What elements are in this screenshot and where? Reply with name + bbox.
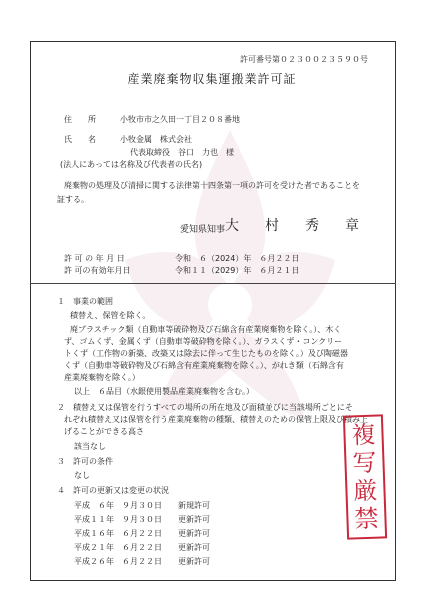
address-label: 住 所	[64, 115, 96, 124]
history-status: 更新許可	[178, 515, 210, 524]
waste-line: 廃プラスチック類（自動車等破砕物及び石綿含有産業廃棄物を除く。）、木く	[70, 325, 342, 334]
history-status: 更新許可	[178, 557, 210, 566]
issuer-name: 大 村 秀 章	[225, 218, 365, 234]
company-name: 小牧金属 株式会社	[120, 135, 192, 144]
waste-line: くず（自動車等破砕物及び石綿含有産業廃棄物を除く。）、がれき類（石綿含有	[64, 361, 344, 370]
representative-name: 代表取締役 谷口 力也 様	[130, 148, 234, 157]
statement-line: 証する。	[57, 195, 89, 204]
history-status: 更新許可	[178, 529, 210, 538]
history-status: 更新許可	[178, 543, 210, 552]
scope-line: 積替え、保管を除く。	[70, 311, 151, 320]
statement-line: 廃棄物の処理及び清掃に関する法律第十四条第一項の許可を受けた者であることを	[64, 181, 360, 190]
stamp-char: 厳	[353, 476, 378, 506]
conditions-value: なし	[74, 471, 90, 480]
history-status: 新規許可	[178, 501, 210, 510]
history-date: 平成１１年 ９月３０日	[74, 515, 162, 524]
expiry-date-value: 令和１１（2029）年 ６月２１日	[175, 266, 300, 275]
name-label: 氏 名	[64, 135, 96, 144]
address-value: 小牧市市之久田一丁目２０８番地	[120, 115, 240, 124]
waste-line: 産業廃棄物を除く。）	[64, 373, 140, 382]
permit-date-value: 令和 ６（2024）年 ６月２２日	[175, 254, 300, 263]
document-title: 産業廃棄物収集運搬業許可証	[127, 72, 297, 86]
section-divider	[30, 283, 396, 284]
issuer-title: 愛知県知事	[180, 225, 226, 235]
expiry-date-label: 許 可の有効年月日	[64, 266, 131, 275]
history-heading: ４ 許可の更新又は変更の状況	[57, 486, 169, 495]
waste-line: ず、ゴムくず、金属くず（自動車等破砕物を除く。）、ガラスくず・コンクリー	[64, 337, 343, 346]
history-date: 平成２１年 ６月２２日	[74, 543, 162, 552]
history-date: 平成１６年 ６月２２日	[74, 529, 162, 538]
corporate-note: (法人にあっては名称及び代表者の氏名)	[60, 160, 203, 169]
waste-line: トくず（工作物の新築、改築又は除去に伴って生じたものを除く。）及び陶磁器	[64, 349, 348, 358]
storage-heading: れぞれ積替え又は保管を行う産業廃棄物の種類、積替えのための保管上限及び積み上	[64, 415, 368, 424]
conditions-heading: ３ 許可の条件	[57, 457, 113, 466]
permit-number: 許可番号第０２３００２３５９０号	[240, 55, 368, 64]
item-count: 以上 ６品目（水銀使用製品産業廃棄物を含む。）	[74, 387, 254, 396]
storage-value: 該当なし	[74, 442, 106, 451]
history-date: 平成２６年 ６月２２日	[74, 557, 162, 566]
permit-date-label: 許 可 の 年 月 日	[64, 254, 125, 263]
stamp-char: 禁	[353, 504, 379, 534]
storage-heading: ２ 積替え又は保管を行うすべての場所の所在地及び面積並びに当該場所ごとにそ	[57, 403, 353, 412]
stamp-char: 複	[351, 420, 377, 450]
stamp-char: 写	[352, 448, 377, 478]
history-date: 平成 ６年 ９月３０日	[74, 501, 162, 510]
storage-heading: げることができる高さ	[64, 427, 144, 436]
copy-prohibited-stamp	[343, 414, 387, 539]
scope-heading: １ 事業の範囲	[57, 297, 113, 306]
